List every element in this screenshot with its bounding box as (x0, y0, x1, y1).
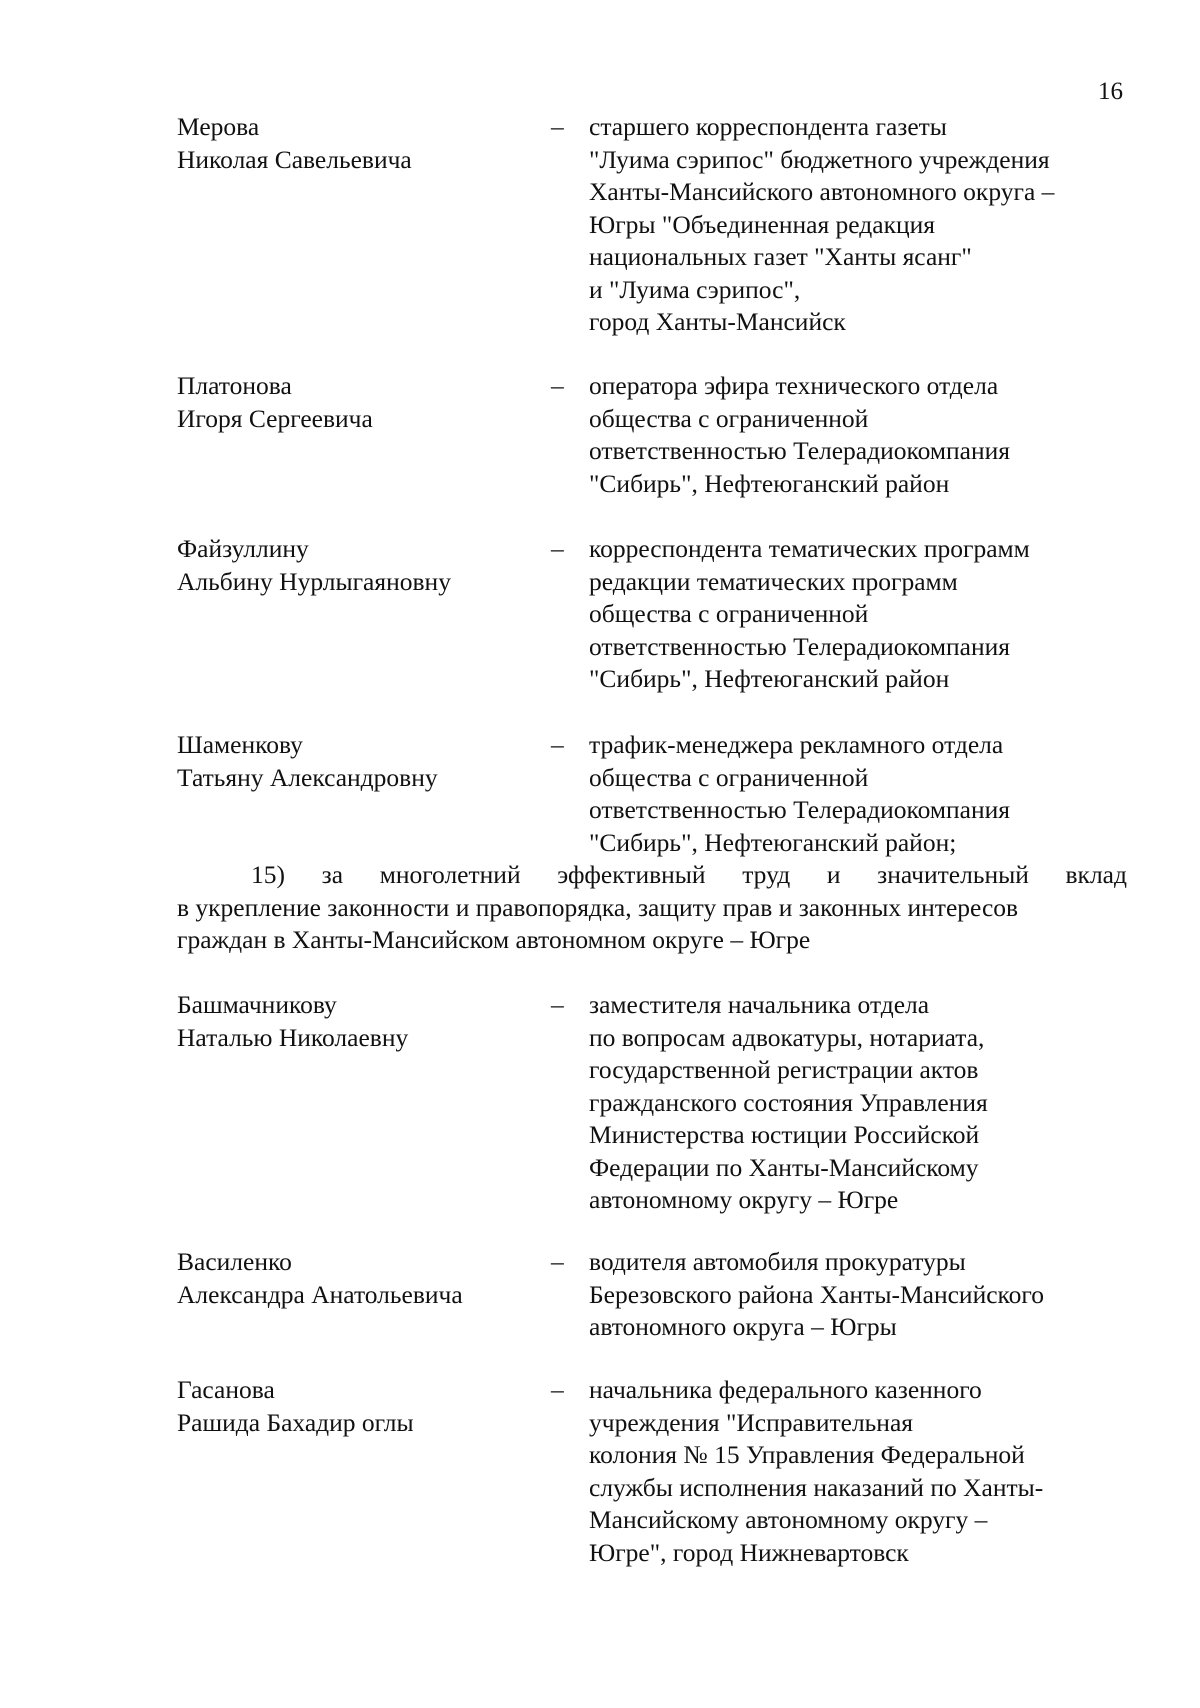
name-line: Альбину Нурлыгаяновну (177, 566, 451, 596)
recipient-position (589, 729, 1129, 859)
position-line: Березовского района Ханты-Мансийского (589, 1279, 1044, 1309)
position-line: национальных газет "Ханты ясанг" (589, 242, 972, 271)
position-line: Ханты-Мансийского автономного округа – (589, 177, 1055, 206)
position-line: гражданского состояния Управления (589, 1087, 988, 1117)
recipient-position (589, 1374, 1129, 1569)
paragraph-word: 15) (251, 860, 285, 889)
paragraph-word: за (321, 860, 344, 889)
recipient-name (177, 729, 537, 794)
position-line: автономного округа – Югры (589, 1312, 897, 1341)
recipient-name (177, 989, 537, 1054)
dash-separator: – (551, 1247, 564, 1276)
paragraph-first-line (177, 859, 1127, 892)
position-line: колония № 15 Управления Федеральной (589, 1440, 1025, 1469)
dash-separator: – (551, 112, 564, 141)
name-line: Платонова (177, 371, 292, 400)
section-paragraph (177, 859, 1127, 957)
position-line: Министерства юстиции Российской (589, 1120, 980, 1149)
name-line: Игоря Сергеевича (177, 403, 373, 433)
name-line: Башмачникову (177, 990, 337, 1019)
recipient-position (589, 1246, 1129, 1344)
position-line: редакции тематических программ (589, 566, 958, 596)
position-line: "Сибирь", Нефтеюганский район; (589, 827, 957, 857)
paragraph-word: значительный (877, 860, 1029, 889)
dash-separator: – (551, 1375, 564, 1404)
paragraph-word: труд (742, 860, 791, 889)
position-line: ответственностью Телерадиокомпания (589, 795, 1010, 824)
recipient-name (177, 533, 537, 598)
recipient-position (589, 533, 1129, 696)
name-line: Татьяну Александровну (177, 762, 438, 792)
page-number: 16 (1098, 78, 1123, 105)
recipient-name (177, 1374, 537, 1439)
position-line: по вопросам адвокатуры, нотариата, (589, 1022, 985, 1052)
recipient-position (589, 111, 1129, 339)
position-line: Югре", город Нижневартовск (589, 1537, 909, 1567)
position-line: общества с ограниченной (589, 762, 869, 792)
name-line: Александра Анатольевича (177, 1279, 463, 1309)
recipient-name (177, 370, 537, 435)
position-line: начальника федерального казенного (589, 1375, 982, 1404)
recipient-name (177, 111, 537, 176)
position-line: корреспондента тематических программ (589, 534, 1030, 563)
recipient-name (177, 1246, 537, 1311)
dash-separator: – (551, 730, 564, 759)
position-line: оператора эфира технического отдела (589, 371, 999, 400)
position-line: водителя автомобиля прокуратуры (589, 1247, 966, 1276)
position-line: Мансийскому автономному округу – (589, 1505, 988, 1534)
position-line: Федерации по Ханты-Мансийскому (589, 1152, 979, 1182)
position-line: "Сибирь", Нефтеюганский район (589, 468, 950, 498)
position-line: "Луима сэрипос" бюджетного учреждения (589, 144, 1050, 174)
position-line: службы исполнения наказаний по Ханты- (589, 1472, 1044, 1502)
position-line: ответственностью Телерадиокомпания (589, 631, 1010, 661)
position-line: ответственностью Телерадиокомпания (589, 436, 1010, 465)
paragraph-word: эффективный (557, 860, 706, 889)
position-line: общества с ограниченной (589, 403, 869, 433)
position-line: учреждения "Исправительная (589, 1407, 914, 1437)
name-line: Шаменкову (177, 730, 303, 759)
name-line: Гасанова (177, 1375, 275, 1404)
paragraph-line: граждан в Ханты-Мансийском автономном округе – Югре (177, 925, 811, 954)
position-line: автономному округу – Югре (589, 1185, 899, 1214)
position-line: "Сибирь", Нефтеюганский район (589, 664, 950, 693)
name-line: Файзуллину (177, 534, 309, 563)
position-line: трафик-менеджера рекламного отдела (589, 730, 1004, 759)
position-line: общества с ограниченной (589, 599, 869, 628)
recipient-position (589, 370, 1129, 500)
paragraph-line: в укрепление законности и правопорядка, защиту прав и законных интересов (177, 892, 1019, 922)
position-line: государственной регистрации актов (589, 1055, 979, 1084)
dash-separator: – (551, 371, 564, 400)
position-line: старшего корреспондента газеты (589, 112, 947, 141)
dash-separator: – (551, 534, 564, 563)
name-line: Василенко (177, 1247, 292, 1276)
paragraph-word: многолетний (379, 860, 521, 889)
position-line: город Ханты-Мансийск (589, 307, 846, 336)
name-line: Николая Савельевича (177, 144, 412, 174)
paragraph-word: вклад (1065, 860, 1127, 889)
position-line: и "Луима сэрипос", (589, 274, 801, 304)
position-line: Югры "Объединенная редакция (589, 209, 935, 239)
dash-separator: – (551, 990, 564, 1019)
position-line: заместителя начальника отдела (589, 990, 930, 1019)
name-line: Рашида Бахадир оглы (177, 1407, 414, 1437)
paragraph-word: и (826, 860, 841, 889)
name-line: Мерова (177, 112, 260, 141)
name-line: Наталью Николаевну (177, 1022, 409, 1052)
recipient-position (589, 989, 1129, 1217)
